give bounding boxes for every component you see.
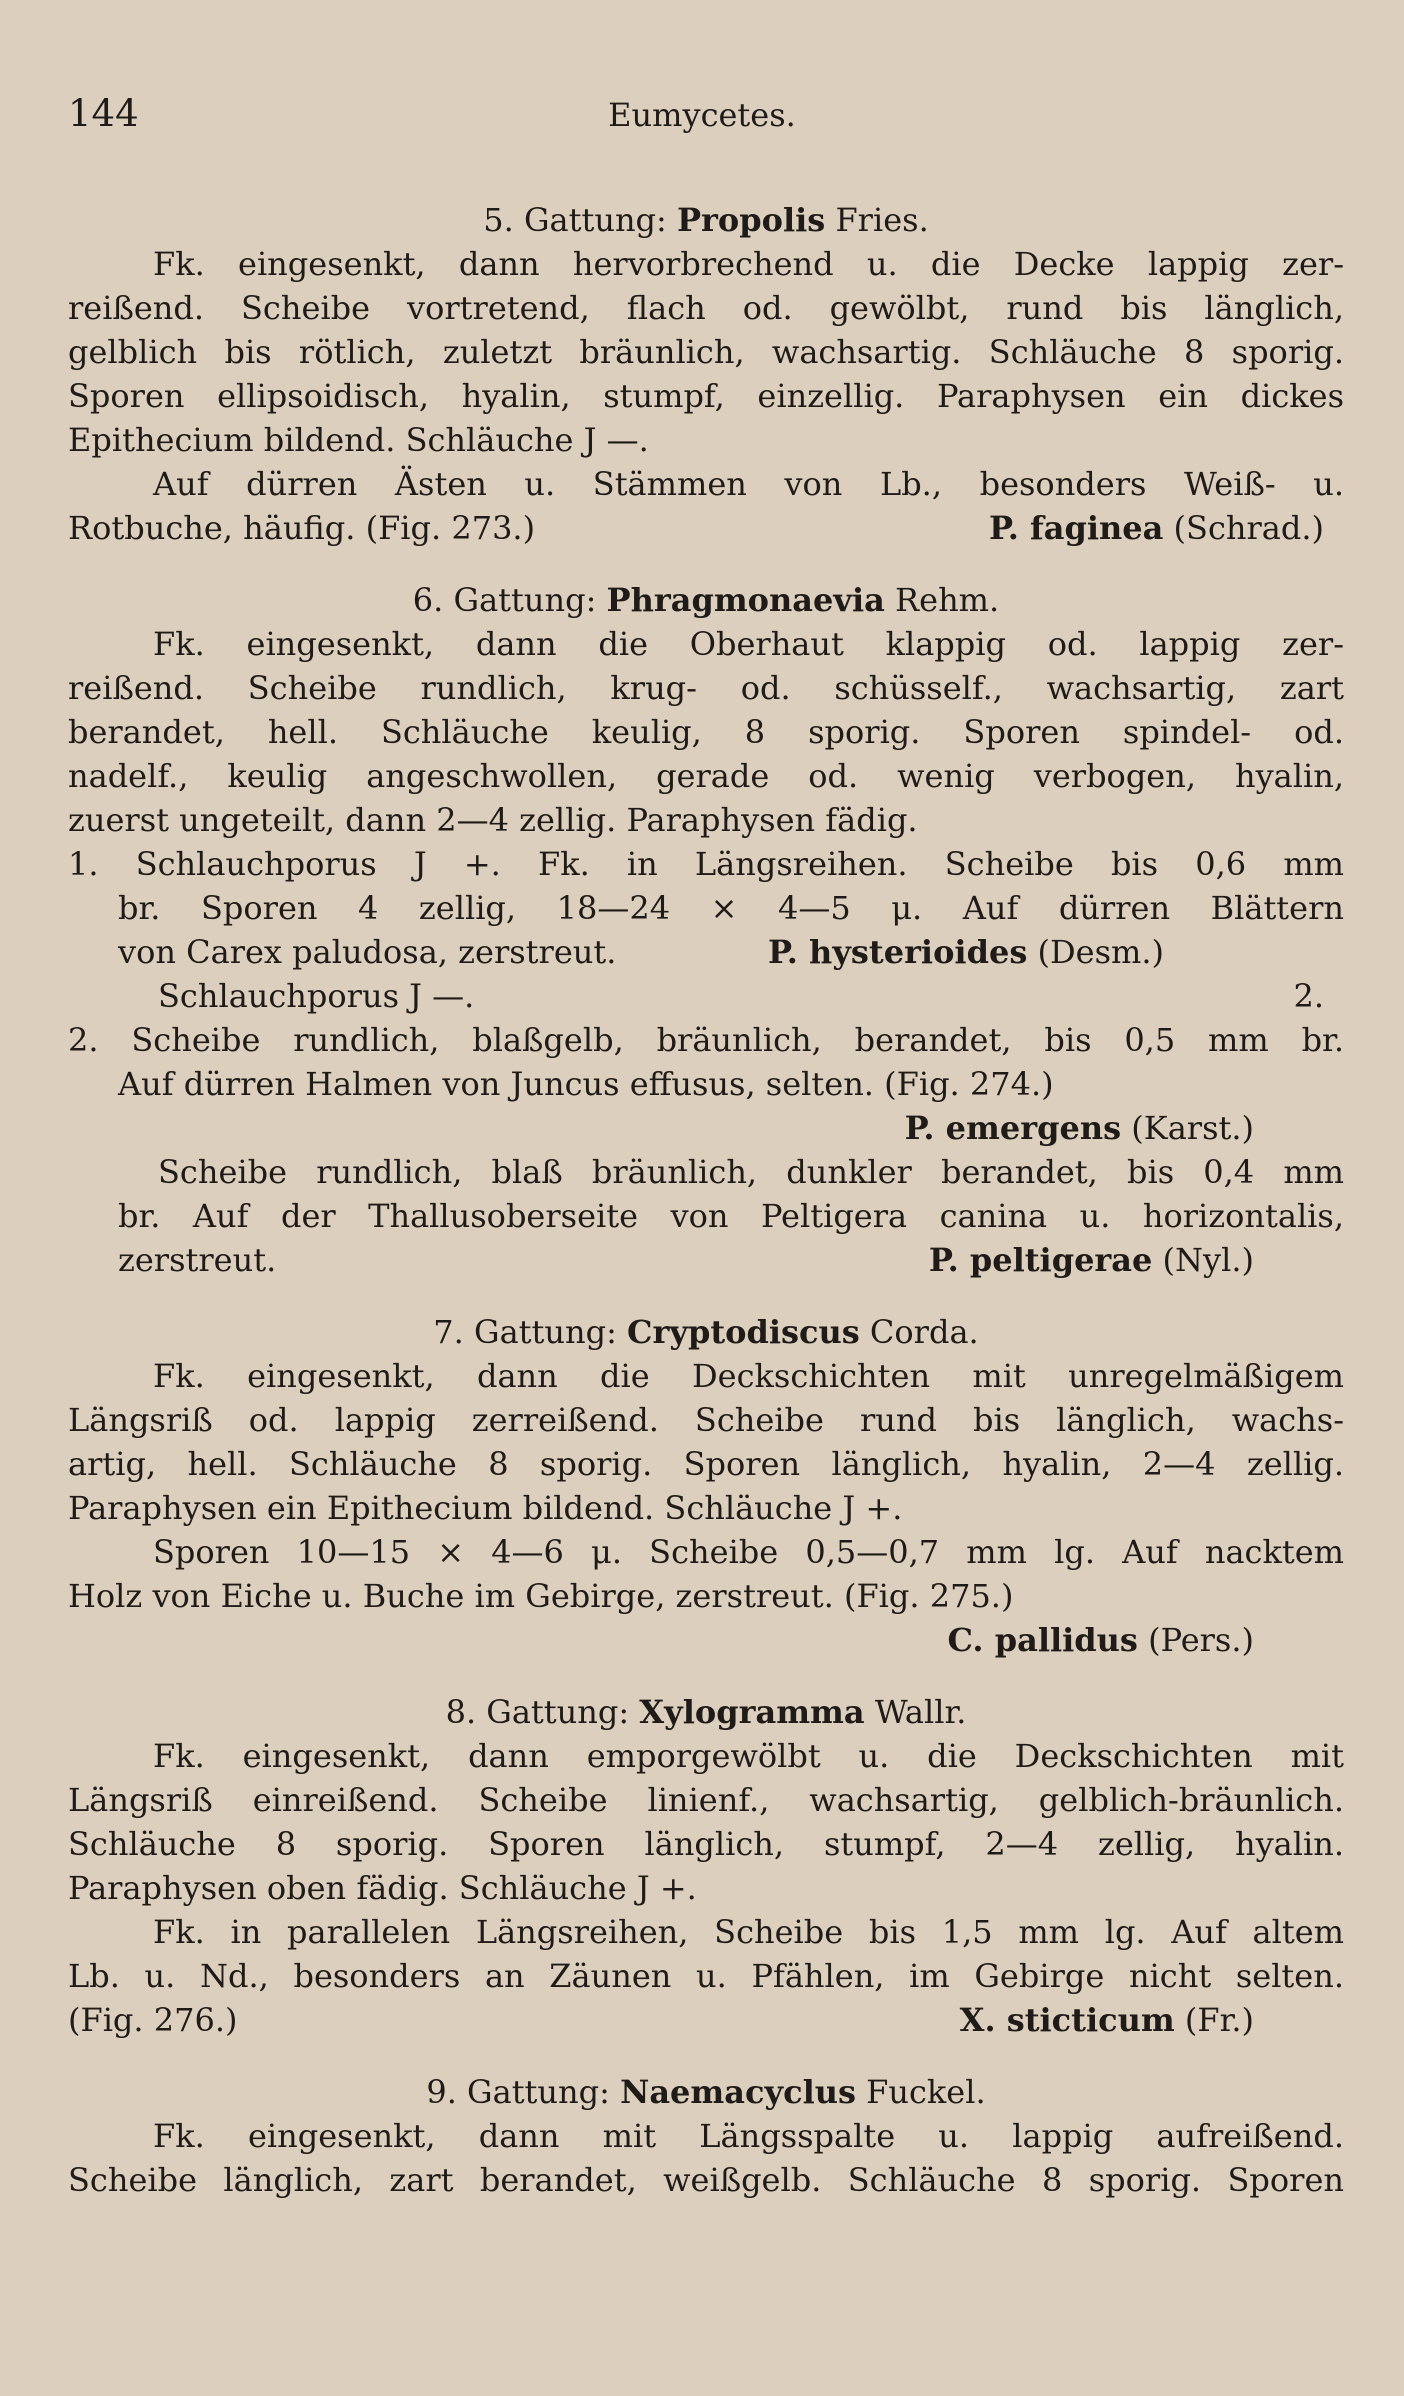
text-line: Fk. eingesenkt, dann mit Längsspalte u. lappig aufreißend. bbox=[153, 2117, 1344, 2155]
key-line: br. Sporen 4 zellig, 18—24 × 4—5 μ. Auf dürren Blättern bbox=[118, 889, 1344, 927]
genus-heading: 5. Gattung: Propolis Fries. bbox=[483, 201, 929, 239]
species-line bbox=[68, 1618, 1344, 1662]
text-line: Paraphysen ein Epithecium bildend. Schläuche J +. bbox=[68, 1489, 903, 1527]
text-line: zuerst ungeteilt, dann 2—4 zellig. Paraphysen fädig. bbox=[68, 801, 918, 839]
text-line: Epithecium bildend. Schläuche J —. bbox=[68, 421, 649, 459]
text-line: Holz von Eiche u. Buche im Gebirge, zerstreut. (Fig. 275.) bbox=[68, 1577, 1014, 1615]
key-line: von Carex paludosa, zerstreut. P. hysterioides (Desm.) bbox=[68, 930, 1344, 974]
genus-name: Propolis bbox=[676, 201, 826, 239]
text-line: nadelf., keulig angeschwollen, gerade od. wenig verbogen, hyalin, bbox=[68, 757, 1344, 795]
text-line: Fk. eingesenkt, dann emporgewölbt u. die Deckschichten mit bbox=[153, 1737, 1344, 1775]
genus-heading: 6. Gattung: Phragmonaevia Rehm. bbox=[412, 581, 1000, 619]
key-line: zerstreut. P. peltigerae (Nyl.) bbox=[68, 1238, 1344, 1282]
page-header bbox=[68, 92, 1336, 142]
genus-name: Xylogramma bbox=[639, 1693, 865, 1731]
genus-heading: 7. Gattung: Cryptodiscus Corda. bbox=[433, 1313, 979, 1351]
page-body bbox=[68, 198, 1344, 2202]
genus-name: Phragmonaevia bbox=[606, 581, 885, 619]
species-name: C. pallidus (Pers.) bbox=[947, 1621, 1254, 1659]
text-line: berandet, hell. Schläuche keulig, 8 sporig. Sporen spindel- od. bbox=[68, 713, 1344, 751]
text-line: Lb. u. Nd., besonders an Zäunen u. Pfählen, im Gebirge nicht selten. bbox=[68, 1957, 1344, 1995]
species-name: X. sticticum (Fr.) bbox=[959, 2001, 1254, 2039]
text-line: Schläuche 8 sporig. Sporen länglich, stumpf, 2—4 zellig, hyalin. bbox=[68, 1825, 1344, 1863]
text-line: Fk. eingesenkt, dann die Oberhaut klappig od. lappig zer- bbox=[153, 625, 1344, 663]
text-line: reißend. Scheibe vortretend, flach od. gewölbt, rund bis länglich, bbox=[68, 289, 1344, 327]
text-line: Fk. in parallelen Längsreihen, Scheibe bis 1,5 mm lg. Auf altem bbox=[153, 1913, 1344, 1951]
text-line: Paraphysen oben fädig. Schläuche J +. bbox=[68, 1869, 697, 1907]
species-name: P. emergens (Karst.) bbox=[904, 1109, 1254, 1147]
page-number: 144 bbox=[68, 92, 139, 135]
species-line bbox=[68, 1106, 1344, 1150]
running-title: Eumycetes. bbox=[608, 96, 796, 134]
species-name: P. faginea (Schrad.) bbox=[988, 509, 1324, 547]
text-line: Fk. eingesenkt, dann die Deckschichten mit unregelmäßigem bbox=[153, 1357, 1344, 1395]
key-line: Scheibe rundlich, blaß bräunlich, dunkler berandet, bis 0,4 mm bbox=[158, 1153, 1344, 1191]
genus-name: Cryptodiscus bbox=[627, 1313, 860, 1351]
genus-heading: 8. Gattung: Xylogramma Wallr. bbox=[445, 1693, 967, 1731]
key-line: 1. Schlauchporus J +. Fk. in Längsreihen. Scheibe bis 0,6 mm bbox=[68, 845, 1344, 883]
text-line: artig, hell. Schläuche 8 sporig. Sporen länglich, hyalin, 2—4 zellig. bbox=[68, 1445, 1344, 1483]
text-line: Längsriß einreißend. Scheibe linienf., wachsartig, gelblich-bräunlich. bbox=[68, 1781, 1344, 1819]
text-line: Fk. eingesenkt, dann hervorbrechend u. die Decke lappig zer- bbox=[153, 245, 1344, 283]
text-line: (Fig. 276.) X. sticticum (Fr.) bbox=[68, 1998, 1344, 2042]
key-line: 2. Scheibe rundlich, blaßgelb, bräunlich, berandet, bis 0,5 mm br. bbox=[68, 1021, 1344, 1059]
text-line: Längsriß od. lappig zerreißend. Scheibe rund bis länglich, wachs- bbox=[68, 1401, 1344, 1439]
text-line: Scheibe länglich, zart berandet, weißgelb. Schläuche 8 sporig. Sporen bbox=[68, 2161, 1344, 2199]
species-name: P. peltigerae (Nyl.) bbox=[928, 1241, 1254, 1279]
genus-heading: 9. Gattung: Naemacyclus Fuckel. bbox=[426, 2073, 986, 2111]
text-line: Rotbuche, häufig. (Fig. 273.) P. faginea (Schrad.) bbox=[68, 506, 1344, 550]
key-line: br. Auf der Thallusoberseite von Peltigera canina u. horizontalis, bbox=[118, 1197, 1344, 1235]
key-reference: 2. bbox=[1293, 977, 1324, 1015]
key-line: Auf dürren Halmen von Juncus effusus, selten. (Fig. 274.) bbox=[118, 1065, 1054, 1103]
genus-name: Naemacyclus bbox=[620, 2073, 856, 2111]
key-line: Schlauchporus J —. 2. bbox=[68, 974, 1344, 1018]
text-line: Auf dürren Ästen u. Stämmen von Lb., besonders Weiß- u. bbox=[153, 465, 1344, 503]
text-line: Sporen 10—15 × 4—6 μ. Scheibe 0,5—0,7 mm lg. Auf nacktem bbox=[153, 1533, 1344, 1571]
text-line: Sporen ellipsoidisch, hyalin, stumpf, einzellig. Paraphysen ein dickes bbox=[68, 377, 1344, 415]
text-line: gelblich bis rötlich, zuletzt bräunlich, wachsartig. Schläuche 8 sporig. bbox=[68, 333, 1344, 371]
species-name: P. hysterioides (Desm.) bbox=[768, 933, 1164, 971]
text-line: reißend. Scheibe rundlich, krug- od. schüsself., wachsartig, zart bbox=[68, 669, 1344, 707]
